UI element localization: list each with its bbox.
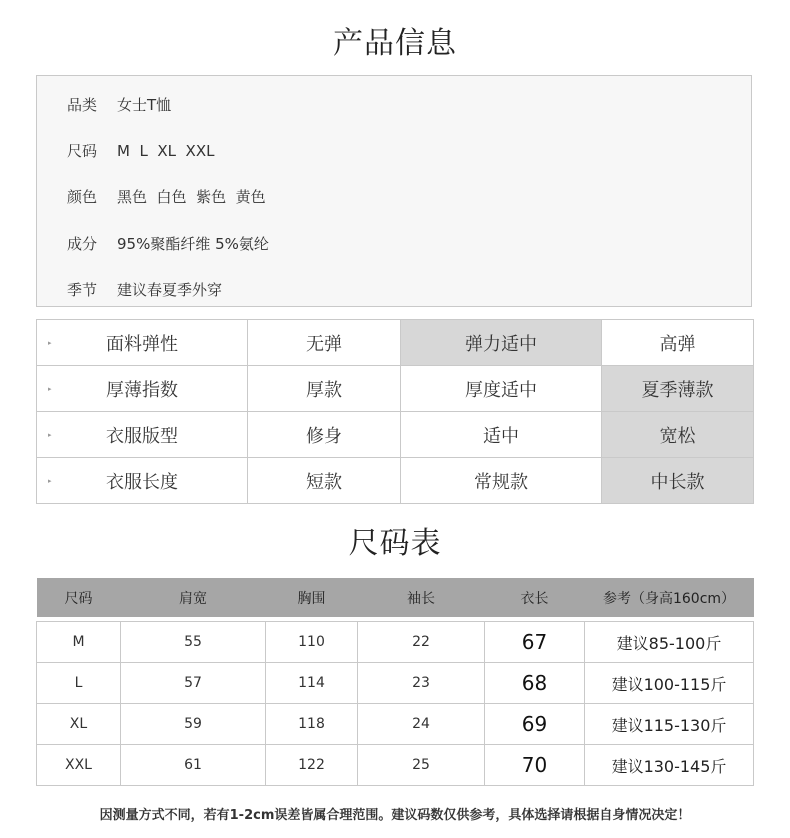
size-row [37,622,754,663]
info-row-season [67,279,222,300]
size-cell: 23 [358,663,485,704]
size-cell: 70 [485,745,585,786]
info-label: 颜色 [67,188,98,206]
attribute-label: 衣服版型 [106,425,178,447]
size-row [37,704,754,745]
attribute-row [37,458,754,504]
attribute-label: 厚薄指数 [106,379,178,401]
info-label: 尺码 [67,142,98,160]
size-header-cell: 尺码 [37,578,121,617]
info-value: 建议春夏季外穿 [117,281,223,299]
size-chart-title: 尺码表 [348,526,442,561]
attribute-label: 面料弹性 [106,333,178,355]
attribute-name [37,458,248,504]
attribute-option: 夏季薄款 [602,366,754,412]
size-header-cell: 衣长 [485,578,585,617]
attribute-option: 厚度适中 [401,366,602,412]
attribute-label: 衣服长度 [106,471,178,493]
attribute-option: 中长款 [602,458,754,504]
size-row [37,745,754,786]
footnote: 因测量方式不同，若有1-2cm误差皆属合理范围。建议码数仅供参考，具体选择请根据自身情况决定！ [99,808,691,823]
size-cell: 55 [121,622,266,663]
info-row-color [67,186,266,207]
size-cell: 25 [358,745,485,786]
size-cell: XL [37,704,121,745]
triangle-right-icon: ▸ [48,384,52,393]
size-cell: L [37,663,121,704]
info-value: M L XL XXL [117,142,215,160]
size-chart-table [36,578,754,786]
info-value: 黑色 白色 紫色 黄色 [117,188,266,206]
attribute-option: 适中 [401,412,602,458]
attribute-table [36,319,754,504]
size-cell: 122 [266,745,358,786]
size-header-cell: 袖长 [358,578,485,617]
info-label: 成分 [67,235,98,253]
attribute-option: 宽松 [602,412,754,458]
info-row-category [67,94,171,115]
attribute-row [37,320,754,366]
attribute-option: 修身 [248,412,401,458]
attribute-option: 高弹 [602,320,754,366]
attribute-option: 短款 [248,458,401,504]
attribute-name [37,412,248,458]
info-value: 95%聚酯纤维 5%氨纶 [117,235,269,253]
size-cell: 114 [266,663,358,704]
size-cell: 建议85-100斤 [585,622,754,663]
size-header-cell: 肩宽 [121,578,266,617]
size-cell: 61 [121,745,266,786]
attribute-row [37,366,754,412]
triangle-right-icon: ▸ [48,338,52,347]
size-cell: 57 [121,663,266,704]
info-row-material [67,233,269,254]
size-cell: XXL [37,745,121,786]
size-cell: M [37,622,121,663]
size-cell: 67 [485,622,585,663]
triangle-right-icon: ▸ [48,430,52,439]
size-cell: 69 [485,704,585,745]
attribute-name [37,366,248,412]
size-cell: 24 [358,704,485,745]
triangle-right-icon: ▸ [48,476,52,485]
info-label: 品类 [67,96,98,114]
info-row-size [67,140,214,161]
size-header-cell: 胸围 [266,578,358,617]
size-cell: 建议100-115斤 [585,663,754,704]
attribute-name [37,320,248,366]
info-value: 女士T恤 [117,96,172,114]
attribute-option: 厚款 [248,366,401,412]
size-cell: 22 [358,622,485,663]
size-cell: 建议130-145斤 [585,745,754,786]
attribute-option: 无弹 [248,320,401,366]
attribute-row [37,412,754,458]
size-cell: 68 [485,663,585,704]
attribute-option: 弹力适中 [401,320,602,366]
size-cell: 建议115-130斤 [585,704,754,745]
size-cell: 118 [266,704,358,745]
product-info-title: 产品信息 [333,26,457,61]
attribute-option: 常规款 [401,458,602,504]
info-label: 季节 [67,281,98,299]
size-cell: 110 [266,622,358,663]
size-row [37,663,754,704]
size-header-cell: 参考（身高160cm） [585,578,754,617]
product-info-box [36,75,752,307]
size-cell: 59 [121,704,266,745]
